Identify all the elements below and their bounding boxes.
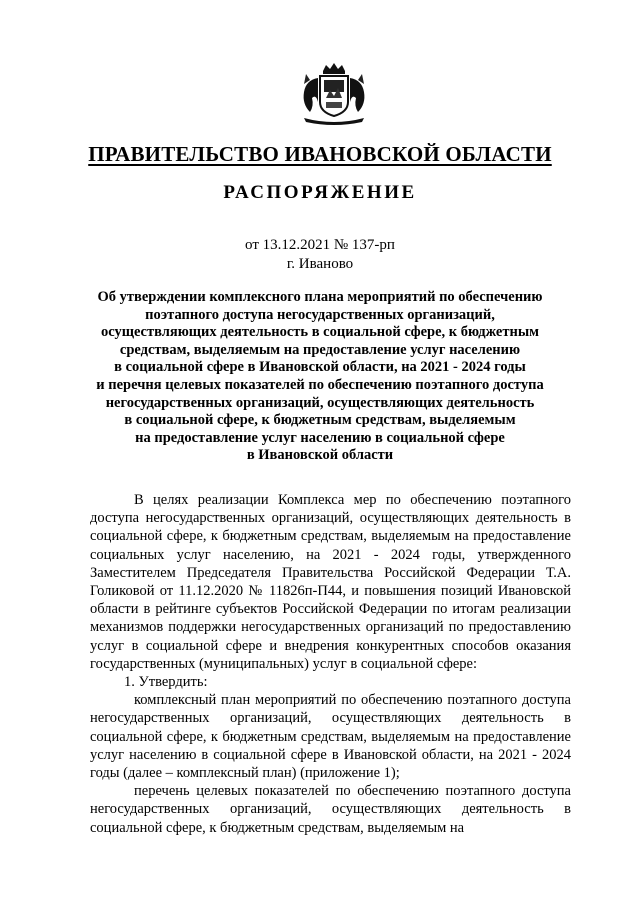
government-title: ПРАВИТЕЛЬСТВО ИВАНОВСКОЙ ОБЛАСТИ [88,142,552,166]
subject-line: негосударственных организаций, осуществляющих деятельность [105,394,535,411]
document-type: РАСПОРЯЖЕНИЕ [223,182,417,203]
document-body [90,491,571,837]
subject-line: поэтапного доступа негосударственных организаций, [145,306,495,323]
subject-line: в социальной сфере в Ивановской области, на 2021 - 2024 годы [114,359,526,376]
date-number: от 13.12.2021 № 137-рп [245,237,395,253]
coat-of-arms-icon [296,62,372,126]
subject-line: в социальной сфере, к бюджетным средствам, выделяемым [124,412,516,429]
subject-line: осуществляющих деятельность в социальной сфере, к бюджетным [100,324,540,341]
subject-line: в Ивановской области [246,447,394,464]
subject-line: на предоставление услуг населению в социальной сфере [135,429,505,446]
preamble-paragraph: В целях реализации Комплекса мер по обеспечению поэтапного доступа негосударственных организаций, осуществляющих деятельность в социальной сфере, к бюджетным средствам, выделяемым на предоставление социальных услуг населению, на 2021 - 2024 годы, утвержденного Заместителем Председателя Правительства Российской Федерации Т.А. Голиковой от 11.12.2020 № 11826п-П44, и повышения позиций Ивановской области в рейтинге субъектов Российской Федерации по итогам реализации механизмов поддержки негосударственных организаций по предоставлению услуг в социальной сфере и внедрения конкурентных способов оказания государственных (муниципальных) услуг в социальной сфере: [90,492,571,672]
item-1-paragraph-a: комплексный план мероприятий по обеспечению поэтапного доступа негосударственных организаций, осуществляющих деятельность в социальной сфере, к бюджетным средствам, выделяемым на предоставление услуг населению в социальной сфере в Ивановской области, на 2021 - 2024 годы (далее – комплексный план) (приложение 1); [90,692,571,782]
city: г. Иваново [286,256,354,272]
document-subject [70,289,570,465]
item-1-paragraph-b: перечень целевых показателей по обеспечению поэтапного доступа негосударственных организаций, осуществляющих деятельность в социальной сфере, к бюджетным средствам, выделяемым на [90,783,571,836]
subject-line: Об утверждении комплексного плана мероприятий по обеспечению [97,289,543,305]
subject-line: и перечня целевых показателей по обеспечению поэтапного доступа [96,376,544,393]
item-1: 1. Утвердить: [124,674,208,691]
subject-line: средствам, выделяемым на предоставление услуг населению [119,341,521,358]
